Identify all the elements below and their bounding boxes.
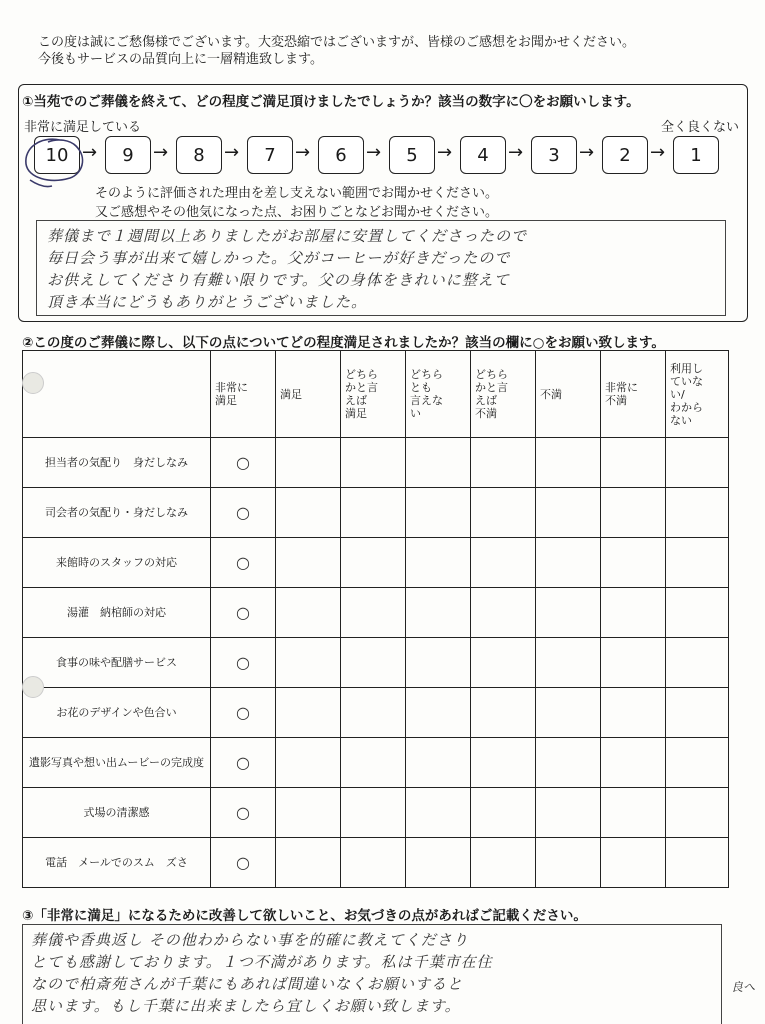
answer-cell[interactable]: [341, 488, 406, 538]
scale-right-label: 全く良くない: [660, 120, 739, 135]
column-header: 不満: [536, 351, 601, 438]
answer-cell[interactable]: [601, 538, 666, 588]
table-row: [23, 638, 729, 688]
answer-cell[interactable]: [536, 538, 601, 588]
answer-cell[interactable]: [406, 738, 471, 788]
scale-arrow-icon: →: [224, 142, 240, 163]
answer-cell[interactable]: [276, 688, 341, 738]
row-item-label: お花のデザインや色合い: [23, 688, 211, 738]
answer-cell[interactable]: [276, 438, 341, 488]
handwritten-circle-mark: ○: [236, 703, 250, 722]
answer-cell[interactable]: [276, 738, 341, 788]
answer-cell[interactable]: [341, 588, 406, 638]
rating-option-7[interactable]: 7: [247, 136, 293, 174]
answer-cell[interactable]: [276, 538, 341, 588]
handwritten-circle-mark: ○: [236, 603, 250, 622]
answer-cell[interactable]: [211, 588, 276, 638]
answer-cell[interactable]: [276, 638, 341, 688]
rating-option-9[interactable]: 9: [105, 136, 151, 174]
answer-cell[interactable]: [341, 838, 406, 888]
column-header: どちら かと言 えば 不満: [471, 351, 536, 438]
scale-arrow-icon: →: [579, 142, 595, 163]
handwritten-circle-mark: ○: [236, 803, 250, 822]
question-3-heading: ③「非常に満足」になるために改善して欲しいこと、お気づきの点があればご記載ください。: [22, 908, 587, 924]
table-row: [23, 488, 729, 538]
punch-hole: [22, 372, 44, 394]
answer-cell[interactable]: [471, 838, 536, 888]
column-header: 非常に 不満: [601, 351, 666, 438]
handwritten-circle-mark: ○: [236, 503, 250, 522]
scale-arrow-icon: →: [508, 142, 524, 163]
handwritten-circle-mark: ○: [236, 453, 250, 472]
answer-cell[interactable]: [341, 438, 406, 488]
rating-option-4[interactable]: 4: [460, 136, 506, 174]
answer-cell[interactable]: [341, 788, 406, 838]
rating-option-5[interactable]: 5: [389, 136, 435, 174]
rating-option-10[interactable]: 10: [34, 136, 80, 174]
rating-option-2[interactable]: 2: [602, 136, 648, 174]
handwritten-circle-mark: ○: [236, 653, 250, 672]
answer-cell[interactable]: [211, 788, 276, 838]
answer-cell[interactable]: [471, 438, 536, 488]
rating-option-1[interactable]: 1: [673, 136, 719, 174]
rating-option-6[interactable]: 6: [318, 136, 364, 174]
row-item-label: 食事の味や配膳サービス: [23, 638, 211, 688]
answer-cell[interactable]: [601, 638, 666, 688]
answer-cell[interactable]: [211, 688, 276, 738]
answer-cell[interactable]: [536, 738, 601, 788]
answer-cell[interactable]: [536, 838, 601, 888]
answer-cell[interactable]: [471, 638, 536, 688]
answer-cell[interactable]: [471, 738, 536, 788]
q3-handwritten-answer: [22, 924, 722, 1024]
scale-arrow-icon: →: [153, 142, 169, 163]
q3-answer-line: 葬儀や香典返し その他わからない事を的確に教えてくださり: [31, 931, 469, 949]
answer-cell[interactable]: [341, 738, 406, 788]
intro-line-2: 今後もサービスの品質向上に一層精進致します。: [38, 52, 323, 67]
answer-cell[interactable]: [211, 638, 276, 688]
column-header: どちら とも 言えな い: [406, 351, 471, 438]
rating-option-3[interactable]: 3: [531, 136, 577, 174]
answer-cell[interactable]: [536, 588, 601, 638]
scale-arrow-icon: →: [82, 142, 98, 163]
answer-cell[interactable]: [666, 688, 729, 738]
answer-cell[interactable]: [601, 738, 666, 788]
answer-cell[interactable]: [276, 588, 341, 638]
answer-cell[interactable]: [666, 488, 729, 538]
answer-cell[interactable]: [601, 688, 666, 738]
answer-cell[interactable]: [536, 788, 601, 838]
punch-hole: [22, 676, 44, 698]
answer-cell[interactable]: [601, 838, 666, 888]
answer-cell[interactable]: [406, 438, 471, 488]
answer-cell[interactable]: [471, 488, 536, 538]
scale-arrow-icon: →: [295, 142, 311, 163]
answer-cell[interactable]: [406, 838, 471, 888]
column-header: 満足: [276, 351, 341, 438]
margin-note: 良へ: [731, 980, 756, 994]
column-header: 利用し ていな い/ わから ない: [666, 351, 729, 438]
answer-cell[interactable]: [666, 838, 729, 888]
scale-left-label: 非常に満足している: [24, 120, 142, 135]
handwritten-circle-mark: ○: [236, 753, 250, 772]
column-header: 非常に 満足: [211, 351, 276, 438]
answer-cell[interactable]: [666, 438, 729, 488]
answer-cell[interactable]: [666, 738, 729, 788]
q1-answer-line: 葬儀まで１週間以上ありましたがお部屋に安置してくださったので: [47, 227, 528, 245]
answer-cell[interactable]: [406, 688, 471, 738]
table-row: [23, 838, 729, 888]
scale-arrow-icon: →: [437, 142, 453, 163]
handwritten-circle-mark: ○: [236, 853, 250, 872]
scale-arrow-icon: →: [366, 142, 382, 163]
table-corner: [23, 351, 211, 438]
answer-cell[interactable]: [406, 488, 471, 538]
q1-answer-line: お供えしてくださり有難い限りです。父の身体をきれいに整えて: [47, 271, 510, 289]
answer-cell[interactable]: [536, 688, 601, 738]
table-row: [23, 588, 729, 638]
answer-cell[interactable]: [601, 788, 666, 838]
answer-cell[interactable]: [536, 488, 601, 538]
answer-cell[interactable]: [666, 538, 729, 588]
q1-handwritten-answer: [36, 220, 726, 316]
answer-cell[interactable]: [406, 538, 471, 588]
rating-option-8[interactable]: 8: [176, 136, 222, 174]
answer-cell[interactable]: [341, 638, 406, 688]
answer-cell[interactable]: [276, 838, 341, 888]
row-item-label: 担当者の気配り 身だしなみ: [23, 438, 211, 488]
answer-cell[interactable]: [211, 538, 276, 588]
answer-cell[interactable]: [601, 438, 666, 488]
scale-arrow-icon: →: [650, 142, 666, 163]
answer-cell[interactable]: [471, 688, 536, 738]
answer-cell[interactable]: [666, 588, 729, 638]
table-row: [23, 738, 729, 788]
q1-answer-line: 毎日会う事が出来て嬉しかった。父がコーヒーが好きだったので: [47, 249, 511, 267]
table-row: [23, 688, 729, 738]
answer-cell[interactable]: [471, 788, 536, 838]
row-item-label: 式場の清潔感: [23, 788, 211, 838]
row-item-label: 司会者の気配り・身だしなみ: [23, 488, 211, 538]
q3-answer-line: なので柏斎苑さんが千葉にもあれば間違いなくお願いすると: [31, 975, 464, 993]
q3-answer-line: 思います。もし千葉に出来ましたら宜しくお願い致します。: [31, 997, 461, 1015]
row-item-label: 電話 メールでのスム ズさ: [23, 838, 211, 888]
answer-cell[interactable]: [211, 738, 276, 788]
answer-cell[interactable]: [666, 788, 729, 838]
answer-cell[interactable]: [276, 788, 341, 838]
table-row: [23, 538, 729, 588]
row-item-label: 遺影写真や想い出ムービーの完成度: [23, 738, 211, 788]
row-item-label: 湯灌 納棺師の対応: [23, 588, 211, 638]
table-row: [23, 788, 729, 838]
rating-scale: [34, 136, 734, 176]
answer-cell[interactable]: [536, 638, 601, 688]
satisfaction-table: [22, 350, 729, 888]
intro-line-1: この度は誠にご愁傷様でございます。大変恐縮ではございますが、皆様のご感想をお聞かせください。: [38, 35, 635, 50]
answer-cell[interactable]: [341, 688, 406, 738]
answer-cell[interactable]: [601, 588, 666, 638]
answer-cell[interactable]: [666, 638, 729, 688]
column-header: どちら かと言 えば 満足: [341, 351, 406, 438]
answer-cell[interactable]: [471, 538, 536, 588]
answer-cell[interactable]: [406, 788, 471, 838]
answer-cell[interactable]: [536, 438, 601, 488]
question-1-heading: ①当苑でのご葬儀を終えて、どの程度ご満足頂けましたでしょうか？該当の数字に〇をお願いします。: [22, 94, 640, 110]
handwritten-circle-mark: ○: [236, 553, 250, 572]
selected-rating-circle: [20, 134, 92, 190]
answer-cell[interactable]: [211, 488, 276, 538]
answer-cell[interactable]: [276, 488, 341, 538]
answer-cell[interactable]: [601, 488, 666, 538]
answer-cell[interactable]: [211, 838, 276, 888]
answer-cell[interactable]: [211, 438, 276, 488]
question-2-heading: ②この度のご葬儀に際し、以下の点についてどの程度満足されましたか？該当の欄に○をお願い致します。: [22, 335, 665, 351]
q1-answer-line: 頂き本当にどうもありがとうございました。: [47, 293, 368, 311]
answer-cell[interactable]: [406, 638, 471, 688]
q3-answer-line: とても感謝しております。１つ不満があります。私は千葉市在住: [31, 953, 493, 971]
q1-reason-line-2: 又ご感想やその他気になった点、お困りごとなどお聞かせください。: [95, 205, 499, 220]
answer-cell[interactable]: [341, 538, 406, 588]
table-row: [23, 438, 729, 488]
answer-cell[interactable]: [406, 588, 471, 638]
intro-text: [38, 34, 738, 68]
q1-reason-line-1: そのように評価された理由を差し支えない範囲でお聞かせください。: [95, 186, 499, 201]
answer-cell[interactable]: [471, 588, 536, 638]
row-item-label: 来館時のスタッフの対応: [23, 538, 211, 588]
